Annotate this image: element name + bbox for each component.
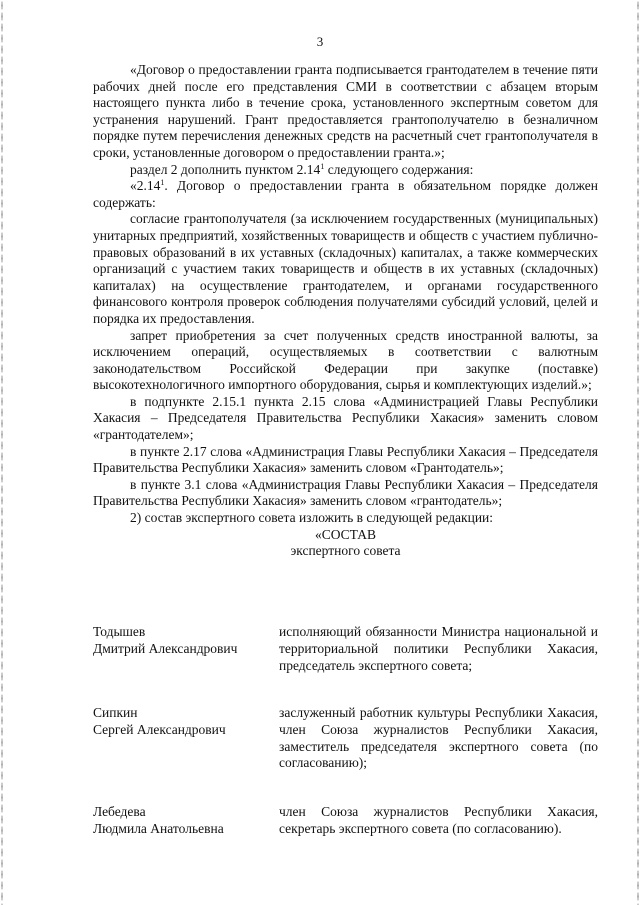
paragraph-clause-2-17: в пункте 2.17 слова «Администрация Главы Республики Хакасия – Председателя Правительства Республики Хакасия» заменить словом «Грантодатель»;	[93, 443, 598, 476]
member-role: заслуженный работник культуры Республики Хакасия, член Союза журналистов Республики Хакасия, заместитель председателя экспертного совета (по согласованию);	[279, 705, 598, 771]
paragraph-contract-signing: «Договор о предоставлении гранта подписывается грантодателем в течение пяти рабочих дней после его представления СМИ в соответствии с абзацем вторым настоящего пункта либо в течение срока, установленного экспертным советом для устранения нарушений. Грант предоставляется грантополучателю в безналичном порядке путем перечисления денежных средств на расчетный счет грантополучателя в сроки, установленные договором о предоставлении гранта.»;	[93, 62, 598, 160]
document-body	[93, 62, 598, 560]
member-name	[93, 804, 268, 838]
paragraph-text: следующего содержания:	[324, 161, 474, 177]
paragraph-currency-ban: запрет приобретения за счет полученных средств иностранной валюты, за исключением операций, осуществляемых в соответствии с валютным законодательством Российской Федерации при закупке (поставке) высокотехнологичного импортного оборудования, сырья и комплектующих изделий.»;	[93, 327, 598, 393]
superscript: 1	[160, 178, 165, 188]
member-given-name: Людмила Анатольевна	[93, 820, 224, 836]
paragraph-council-composition: 2) состав экспертного совета изложить в следующей редакции:	[130, 510, 494, 526]
paragraph-consent: согласие грантополучателя (за исключением государственных (муниципальных) унитарных предприятий, хозяйственных товариществ и обществ с участием публично-правовых образований в их уставных (складочных) капиталах, а также коммерческих организаций с участием таких товариществ и обществ в их уставных (складочных) капиталах) на осуществление грантодателем, и органами государственного финансового контроля проверок соблюдения получателями субсидий условий, целей и порядка их предоставления.	[93, 211, 598, 326]
page-number: 3	[316, 34, 324, 49]
paragraph-add-section	[93, 162, 598, 179]
section-heading	[93, 527, 598, 560]
member-surname: Сипкин	[93, 705, 138, 720]
member-given-name: Сергей Александрович	[93, 721, 226, 737]
heading-subtitle: экспертного совета	[290, 543, 401, 559]
member-name	[93, 624, 268, 658]
member-given-name: Дмитрий Александрович	[93, 640, 238, 656]
superscript: 1	[320, 161, 325, 171]
member-name	[93, 705, 268, 739]
scan-edge-right	[637, 0, 639, 905]
member-role: член Союза журналистов Республики Хакасия, секретарь экспертного совета (по согласованию).	[279, 804, 598, 836]
paragraph-text: . Договор о предоставлении гранта в обязательном порядке должен содержать:	[93, 178, 598, 210]
member-role: исполняющий обязанности Министра национальной и территориальной политики Республики Хакасия, председатель экспертного совета;	[279, 624, 598, 673]
paragraph-text: «2.14	[130, 178, 161, 194]
paragraph-text: раздел 2 дополнить пунктом 2.14	[130, 161, 321, 177]
paragraph-subclause-2-15-1: в подпункте 2.15.1 пункта 2.15 слова «Администрацией Главы Республики Хакасия – Председателя Правительства Республики Хакасия» заменить словом «грантодателем»;	[93, 393, 598, 443]
paragraph-clause-3-1: в пункте 3.1 слова «Администрация Главы Республики Хакасия – Председателя Правительства Республики Хакасия» заменить словом «грантодатель»;	[93, 476, 598, 509]
scan-edge-left	[1, 0, 3, 905]
paragraph-clause-2-14	[93, 178, 598, 211]
member-surname: Лебедева	[93, 804, 146, 819]
member-surname: Тодышев	[93, 624, 146, 639]
heading-title: «СОСТАВ	[314, 526, 376, 542]
